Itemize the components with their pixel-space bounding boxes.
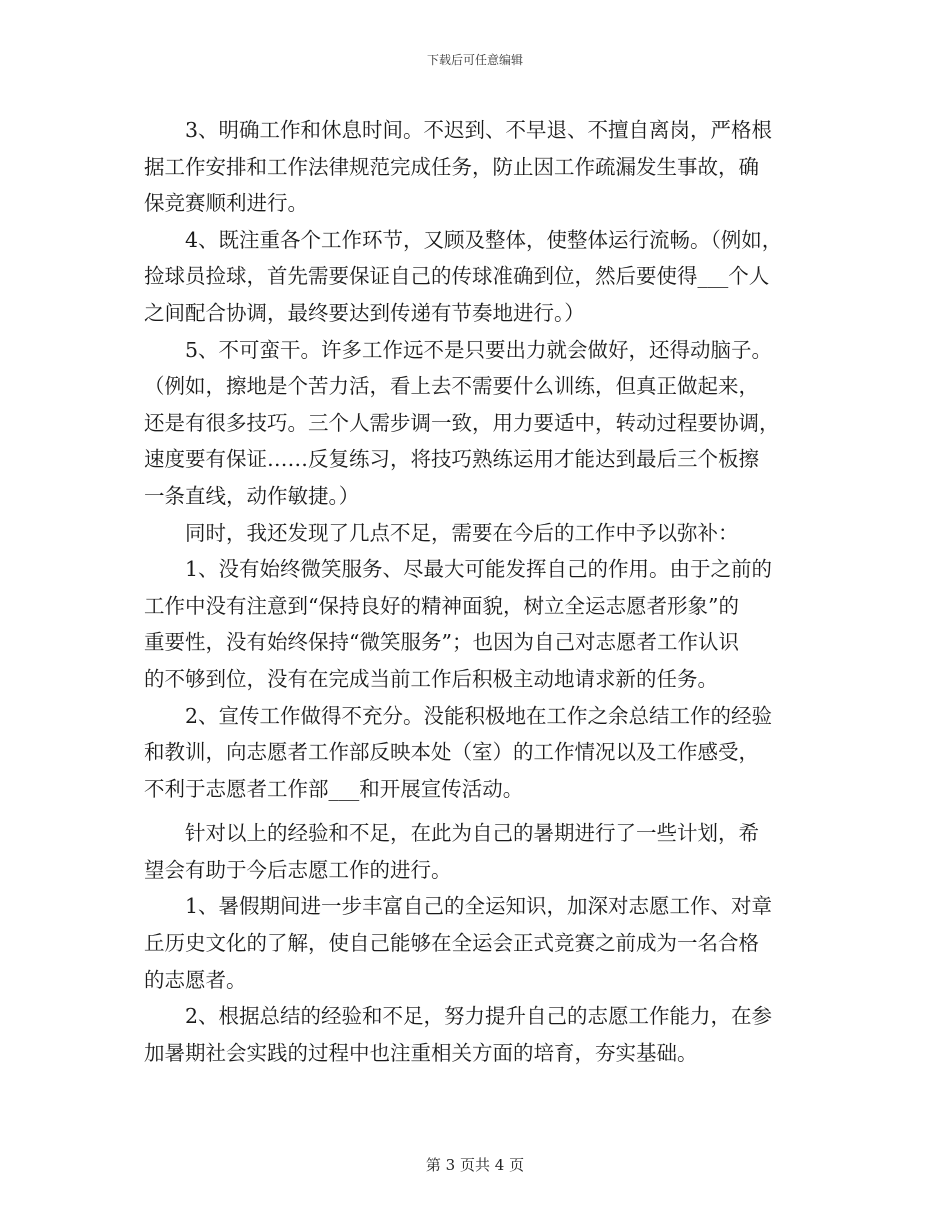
body-line: 2、根据总结的经验和不足，努力提升自己的志愿工作能力，在参 (144, 1004, 773, 1029)
body-line: 工作中没有注意到“保持良好的精神面貌，树立全运志愿者形象”的 (144, 593, 739, 618)
page-header: 下载后可任意编辑 (426, 53, 523, 67)
body-line: 还是有很多技巧。三个人需步调一致，用力要适中，转动过程要协调， (144, 410, 780, 435)
body-line: 1、暑假期间进一步丰富自己的全运知识，加深对志愿工作、对章 (144, 894, 773, 919)
body-line: 速度要有保证……反复练习，将技巧熟练运用才能达到最后三个板擦 (144, 447, 759, 472)
body-line: 不利于志愿者工作部___和开展宣传活动。 (144, 776, 524, 801)
body-line: 丘历史文化的了解，使自己能够在全运会正式竞赛之前成为一名合格 (144, 931, 759, 956)
body-line: 3、明确工作和休息时间。不迟到、不早退、不擅自离岗，严格根 (144, 118, 773, 142)
body-line: 之间配合协调，最终要达到传递有节奏地进行。） (144, 300, 585, 325)
body-line: 4、既注重各个工作环节，又顾及整体，使整体运行流畅。（例如， (144, 227, 783, 252)
body-line: 的志愿者。 (144, 967, 247, 992)
body-line: 同时，我还发现了几点不足，需要在今后的工作中予以弥补： (144, 520, 739, 545)
body-line: 1、没有始终微笑服务、尽最大可能发挥自己的作用。由于之前的 (144, 557, 773, 582)
body-line: 加暑期社会实践的过程中也注重相关方面的培育，夯实基础。 (144, 1040, 698, 1065)
body-line: 针对以上的经验和不足，在此为自己的暑期进行了一些计划，希 (144, 821, 759, 846)
body-line: 一条直线，动作敏捷。） (144, 483, 360, 508)
body-line: 望会有助于今后志愿工作的进行。 (144, 857, 452, 882)
document-body (144, 112, 808, 1071)
body-line: 5、不可蛮干。许多工作远不是只要出力就会做好，还得动脑子。 (144, 337, 773, 362)
body-line: 和教训，向志愿者工作部反映本处（室）的工作情况以及工作感受， (144, 740, 759, 765)
body-line: 的不够到位，没有在完成当前工作后积极主动地请求新的任务。 (144, 666, 718, 691)
body-line: 捡球员捡球，首先需要保证自己的传球准确到位，然后要使得___个人 (144, 264, 770, 289)
body-line: 保竞赛顺利进行。 (144, 191, 308, 216)
body-line: （例如，擦地是个苦力活，看上去不需要什么训练，但真正做起来， (144, 374, 759, 399)
paragraph-gap (144, 807, 808, 815)
body-line: 2、宣传工作做得不充分。没能积极地在工作之余总结工作的经验 (144, 703, 773, 728)
page-number: 第 3 页共 4 页 (425, 1156, 525, 1174)
body-line: 重要性，没有始终保持“微笑服务”；也因为自己对志愿者工作认识 (144, 630, 739, 655)
body-line: 据工作安排和工作法律规范完成任务，防止因工作疏漏发生事故，确 (144, 154, 759, 179)
